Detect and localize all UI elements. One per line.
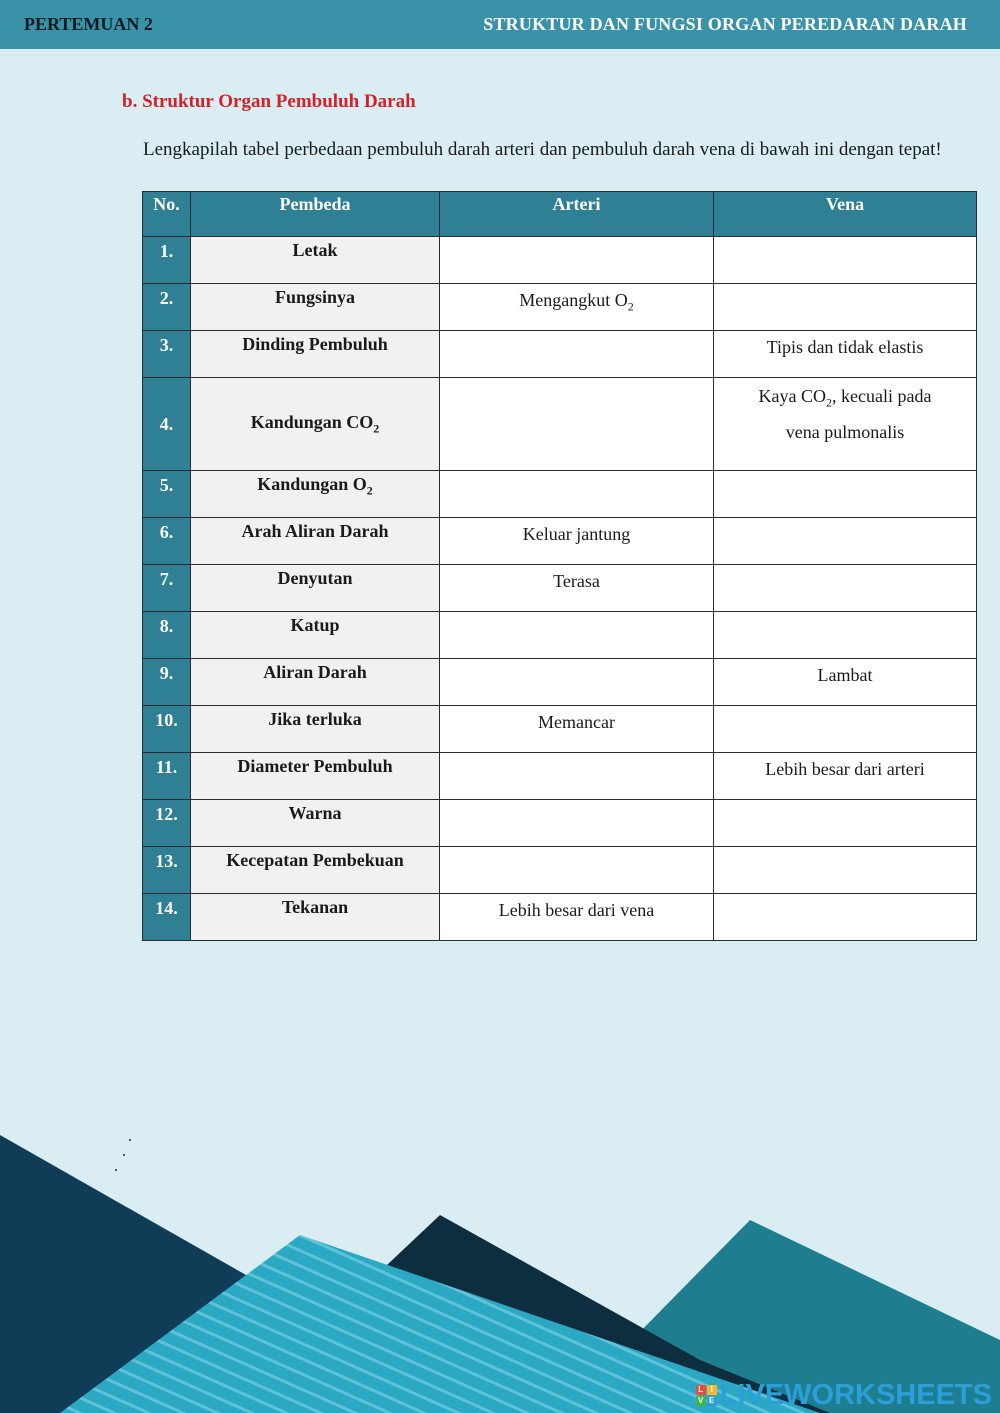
- subscript: 2: [366, 483, 373, 498]
- arteri-answer-cell[interactable]: [440, 612, 714, 659]
- arteri-cell: Memancar: [440, 706, 714, 753]
- row-number: 5.: [143, 471, 191, 518]
- header-vena: Vena: [714, 192, 977, 237]
- table-row: [143, 847, 977, 894]
- table-row: [143, 800, 977, 847]
- vena-answer-cell[interactable]: [714, 847, 977, 894]
- sparkle-dots: [115, 1139, 131, 1171]
- watermark-text: LIVEWORKSHEETS: [719, 1378, 992, 1411]
- mountain-background: [0, 1100, 1000, 1413]
- arteri-cell: Keluar jantung: [440, 518, 714, 565]
- arteri-cell: [440, 284, 714, 331]
- row-number: 4.: [143, 378, 191, 471]
- row-number: 10.: [143, 706, 191, 753]
- arteri-answer-cell[interactable]: [440, 800, 714, 847]
- vena-line-1: [718, 373, 972, 426]
- arteri-answer-cell[interactable]: [440, 237, 714, 284]
- table-row: [143, 612, 977, 659]
- row-pembeda: [191, 471, 440, 518]
- row-pembeda: Dinding Pembuluh: [191, 331, 440, 378]
- row-pembeda: Tekanan: [191, 894, 440, 941]
- vena-answer-cell[interactable]: [714, 894, 977, 941]
- table-row: [143, 331, 977, 378]
- row-number: 11.: [143, 753, 191, 800]
- instruction-text: Lengkapilah tabel perbedaan pembuluh darah arteri dan pembuluh darah vena di bawah ini dengan tepat!: [143, 139, 942, 160]
- row-number: 1.: [143, 237, 191, 284]
- subscript: 2: [826, 395, 833, 410]
- pembeda-text: Kandungan O: [257, 474, 367, 494]
- table-row: [143, 659, 977, 706]
- table-row: [143, 471, 977, 518]
- row-number: 7.: [143, 565, 191, 612]
- vena-answer-cell[interactable]: [714, 565, 977, 612]
- row-pembeda: Denyutan: [191, 565, 440, 612]
- page-header: [0, 0, 1000, 49]
- arteri-answer-cell[interactable]: [440, 331, 714, 378]
- row-pembeda: Katup: [191, 612, 440, 659]
- header-pembeda: Pembeda: [191, 192, 440, 237]
- row-number: 13.: [143, 847, 191, 894]
- row-pembeda: Fungsinya: [191, 284, 440, 331]
- table-row: [143, 894, 977, 941]
- vena-cell: Lambat: [714, 659, 977, 706]
- row-number: 6.: [143, 518, 191, 565]
- subscript: 2: [627, 299, 634, 314]
- arteri-text: Mengangkut O: [519, 290, 628, 310]
- subscript: 2: [373, 421, 380, 436]
- row-pembeda: [191, 378, 440, 471]
- vena-answer-cell[interactable]: [714, 237, 977, 284]
- table-row: [143, 237, 977, 284]
- section-title: b. Struktur Organ Pembuluh Darah: [122, 91, 416, 112]
- row-number: 8.: [143, 612, 191, 659]
- meeting-label: PERTEMUAN 2: [24, 14, 153, 34]
- vena-text-rest: , kecuali pada: [832, 386, 932, 406]
- row-pembeda: Jika terluka: [191, 706, 440, 753]
- vena-cell: Tipis dan tidak elastis: [714, 331, 977, 378]
- table-row: [143, 565, 977, 612]
- row-number: 12.: [143, 800, 191, 847]
- arteri-cell: Lebih besar dari vena: [440, 894, 714, 941]
- table-row: [143, 706, 977, 753]
- header-no: No.: [143, 192, 191, 237]
- comparison-table: [142, 191, 977, 941]
- vena-answer-cell[interactable]: [714, 518, 977, 565]
- row-pembeda: Diameter Pembuluh: [191, 753, 440, 800]
- table-row: [143, 284, 977, 331]
- row-number: 3.: [143, 331, 191, 378]
- vena-cell: [714, 378, 977, 471]
- vena-cell: Lebih besar dari arteri: [714, 753, 977, 800]
- row-number: 9.: [143, 659, 191, 706]
- arteri-answer-cell[interactable]: [440, 753, 714, 800]
- pembeda-text: Kandungan CO: [250, 411, 374, 432]
- row-pembeda: Letak: [191, 237, 440, 284]
- arteri-answer-cell[interactable]: [440, 378, 714, 471]
- row-pembeda: Kecepatan Pembekuan: [191, 847, 440, 894]
- arteri-answer-cell[interactable]: [440, 847, 714, 894]
- row-pembeda: Aliran Darah: [191, 659, 440, 706]
- arteri-answer-cell[interactable]: [440, 471, 714, 518]
- chapter-title: STRUKTUR DAN FUNGSI ORGAN PEREDARAN DARAH: [483, 14, 967, 34]
- liveworksheets-watermark: [696, 1378, 992, 1411]
- vena-answer-cell[interactable]: [714, 471, 977, 518]
- vena-line-2: vena pulmonalis: [785, 421, 905, 442]
- arteri-cell: Terasa: [440, 565, 714, 612]
- row-number: 2.: [143, 284, 191, 331]
- table-row: [143, 518, 977, 565]
- arteri-answer-cell[interactable]: [440, 659, 714, 706]
- vena-answer-cell[interactable]: [714, 800, 977, 847]
- header-arteri: Arteri: [440, 192, 714, 237]
- vena-answer-cell[interactable]: [714, 612, 977, 659]
- vena-text: Kaya CO: [758, 386, 827, 406]
- vena-answer-cell[interactable]: [714, 706, 977, 753]
- table-row: [143, 753, 977, 800]
- table-row: [143, 378, 977, 471]
- row-pembeda: Warna: [191, 800, 440, 847]
- row-number: 14.: [143, 894, 191, 941]
- liveworksheets-logo-icon: L I V E: [696, 1385, 717, 1406]
- row-pembeda: Arah Aliran Darah: [191, 518, 440, 565]
- vena-answer-cell[interactable]: [714, 284, 977, 331]
